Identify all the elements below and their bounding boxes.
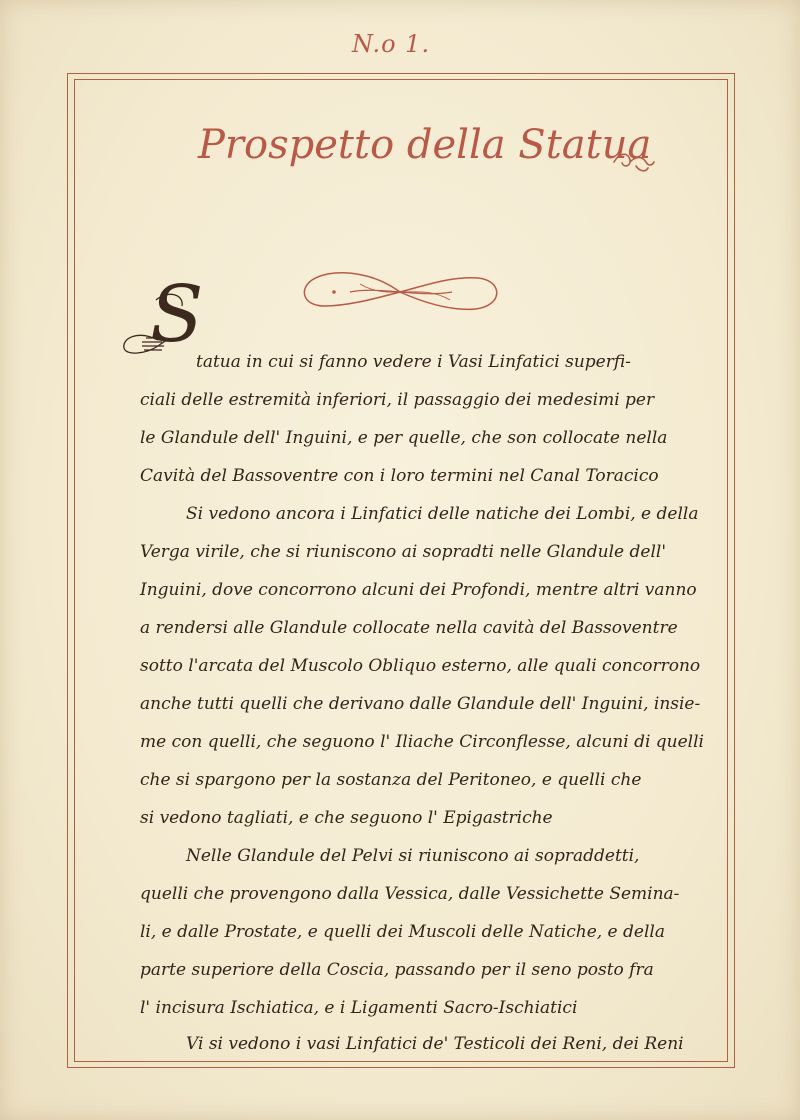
text-line: ciali delle estremità inferiori, il passaggio dei medesimi per [140, 390, 655, 410]
initial-letter: S [150, 270, 204, 360]
text-line: quelli che provengono dalla Vessica, dalle Vessichette Semina- [140, 884, 680, 904]
text-line: Vi si vedono i vasi Linfatici de' Testicoli dei Reni, dei Reni [186, 1034, 684, 1054]
text-line: si vedono tagliati, e che seguono l' Epigastriche [140, 808, 553, 828]
text-line: Nelle Glandule del Pelvi si riuniscono ai sopraddetti, [186, 846, 640, 866]
page-title: Prospetto della Statua [198, 122, 652, 168]
folio-number: N.o 1. [352, 30, 431, 58]
text-line: parte superiore della Coscia, passando per il seno posto fra [140, 960, 654, 980]
text-line: Si vedono ancora i Linfatici delle natiche dei Lombi, e della [186, 504, 699, 524]
text-line: a rendersi alle Glandule collocate nella cavità del Bassoventre [140, 618, 678, 638]
text-line: Cavità del Bassoventre con i loro termini nel Canal Toracico [140, 466, 659, 486]
text-line: Inguini, dove concorrono alcuni dei Profondi, mentre altri vanno [140, 580, 697, 600]
text-line: che si spargono per la sostanza del Peritoneo, e quelli che [140, 770, 642, 790]
text-line: tatua in cui si fanno vedere i Vasi Linfatici superfi- [196, 352, 631, 372]
text-line: me con quelli, che seguono l' Iliache Circonflesse, alcuni di quelli [140, 732, 704, 752]
text-line: l' incisura Ischiatica, e i Ligamenti Sacro-Ischiatici [140, 998, 578, 1018]
text-line: sotto l'arcata del Muscolo Obliquo esterno, alle quali concorrono [140, 656, 701, 676]
text-line: anche tutti quelli che derivano dalle Glandule dell' Inguini, insie- [140, 694, 701, 714]
text-line: Verga virile, che si riuniscono ai sopradti nelle Glandule dell' [140, 542, 667, 562]
text-line: li, e dalle Prostate, e quelli dei Muscoli delle Natiche, e della [140, 922, 665, 942]
text-line: le Glandule dell' Inguini, e per quelle, che son collocate nella [140, 428, 668, 448]
